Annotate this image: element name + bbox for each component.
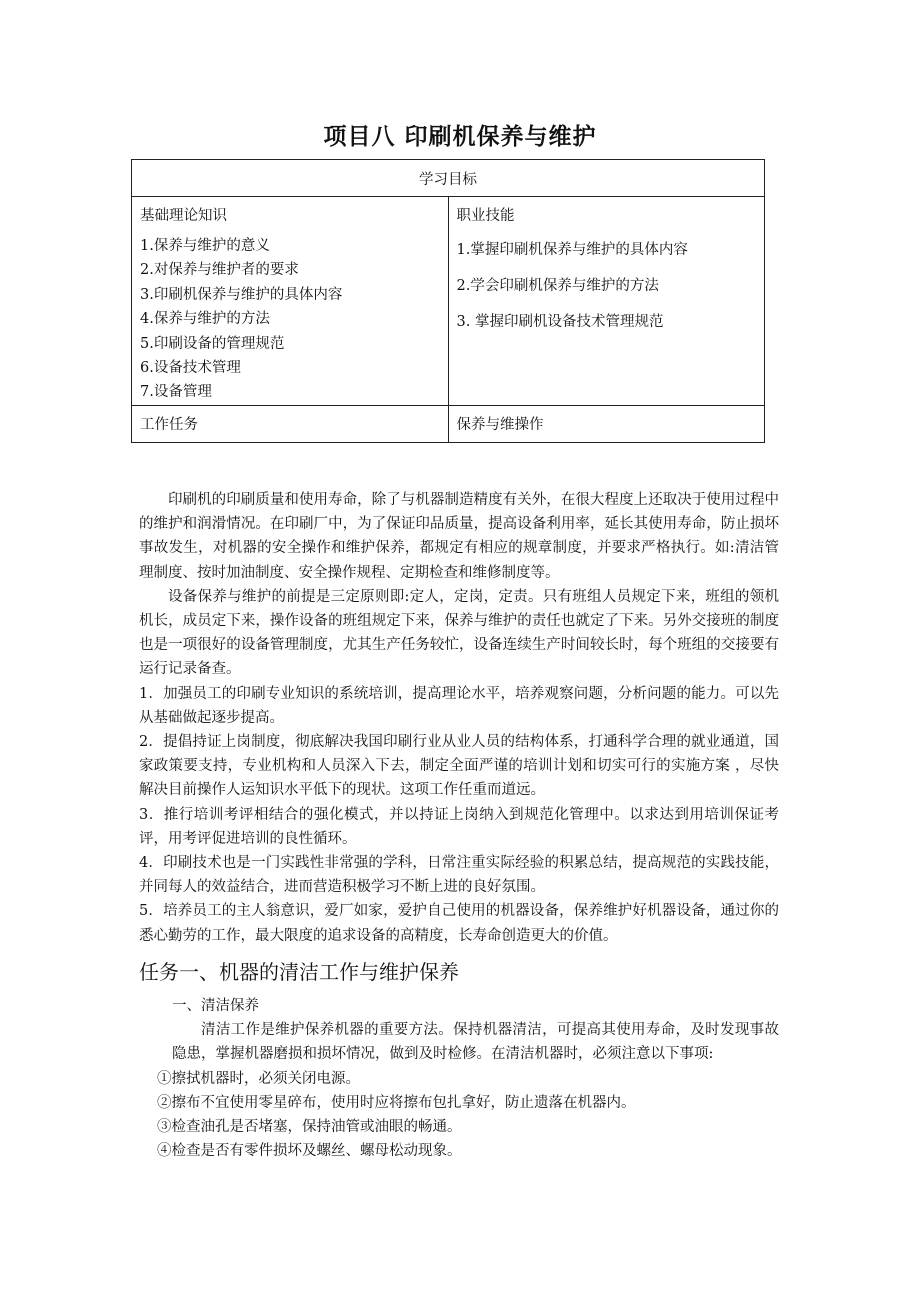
paragraph: 印刷机的印刷质量和使用寿命，除了与机器制造精度有关外，在很大程度上还取决于使用过程中的维护和润滑情况。在印刷厂中，为了保证印品质量，提高设备利用率，延长其使用寿命，防止损坏事故发生，对机器的安全操作和维护保养，都规定有相应的规章制度，并要求严格执行。如:清洁管理制度、按时加油制度、安全操作规程、定期检查和维修制度等。: [139, 492, 779, 581]
list-item: 3.印刷机保养与维护的具体内容: [140, 286, 343, 303]
numbered-point: 3．推行培训考评相结合的强化模式，并以持证上岗纳入到规范化管理中。以求达到用培训保证考评，用考评促进培训的良性循环。: [139, 806, 779, 847]
paragraph: 设备保养与维护的前提是三定原则即:定人，定岗，定责。只有班组人员规定下来，班组的领机机长，成员定下来，操作设备的班组规定下来，保养与维护的责任也就定了下来。另外交接班的制度也是一项很好的设备管理制度，尤其生产任务较忙，设备连续生产时间较长时，每个班组的交接要有运行记录备查。: [139, 588, 779, 678]
skills-title: 职业技能: [456, 208, 515, 224]
list-item: ①擦拭机器时，必须关闭电源。: [157, 1070, 360, 1087]
knowledge-cell: [132, 197, 449, 406]
list-item: 2.学会印刷机保养与维护的方法: [456, 278, 659, 294]
list-item: 1.掌握印刷机保养与维护的具体内容: [456, 242, 688, 258]
list-item: 6.设备技术管理: [140, 360, 241, 377]
task-label-cell: 工作任务: [132, 405, 449, 442]
paragraph: 清洁工作是维护保养机器的重要方法。保持机器清洁，可提高其使用寿命，及时发现事故隐患，掌握机器磨损和损坏情况，做到及时检修。在清洁机器时，必须注意以下事项:: [172, 1022, 779, 1063]
skills-cell: [448, 197, 765, 406]
numbered-point: 4．印刷技术也是一门实践性非常强的学科，日常注重实际经验的积累总结，提高规范的实践技能，并同每人的效益结合，进而营造积极学习不断上进的良好氛围。: [139, 855, 779, 896]
numbered-point: 5．培养员工的主人翁意识，爱厂如家，爱护自己使用的机器设备，保养维护好机器设备，通过你的悉心勤劳的工作，最大限度的追求设备的高精度，长寿命创造更大的价值。: [139, 903, 779, 944]
sub-heading: 一、清洁保养: [172, 998, 259, 1014]
section-heading: 任务一、机器的清洁工作与维护保养: [139, 960, 459, 984]
task-value-cell: 保养与维操作: [448, 405, 765, 442]
list-item: 5.印刷设备的管理规范: [140, 335, 285, 352]
list-item: 7.设备管理: [140, 384, 212, 401]
list-item: 2.对保养与维护者的要求: [140, 262, 299, 279]
page-title: 项目八 印刷机保养与维护: [323, 124, 597, 150]
list-item: ④检查是否有零件损坏及螺丝、螺母松动现象。: [157, 1143, 462, 1160]
list-item: ②擦布不宜使用零星碎布，使用时应将擦布包扎拿好，防止遗落在机器内。: [157, 1094, 636, 1111]
list-item: 4.保养与维护的方法: [140, 311, 270, 328]
knowledge-list: [140, 234, 440, 405]
knowledge-title: 基础理论知识: [140, 208, 227, 224]
skills-list: [457, 240, 757, 332]
list-item: 1.保养与维护的意义: [140, 238, 270, 254]
cleaning-section: [139, 994, 779, 1163]
numbered-point: 2．提倡持证上岗制度，彻底解决我国印刷行业从业人员的结构体系，打通科学合理的就业通道，国家政策要支持，专业机构和人员深入下去，制定全面严谨的培训计划和切实可行的实施方案 ，尽快解决目前操作人运知识水平低下的现状。这项工作任重而道远。: [139, 734, 779, 799]
learning-goals-table: [131, 159, 765, 443]
table-header: 学习目标: [132, 160, 765, 197]
list-item: 3. 掌握印刷机设备技术管理规范: [456, 314, 664, 330]
list-item: ③检查油孔是否堵塞，保持油管或油眼的畅通。: [157, 1119, 462, 1136]
body-text: [139, 488, 779, 948]
numbered-point: 1．加强员工的印刷专业知识的系统培训，提高理论水平，培养观察问题，分析问题的能力。可以先从基础做起逐步提高。: [139, 685, 779, 726]
